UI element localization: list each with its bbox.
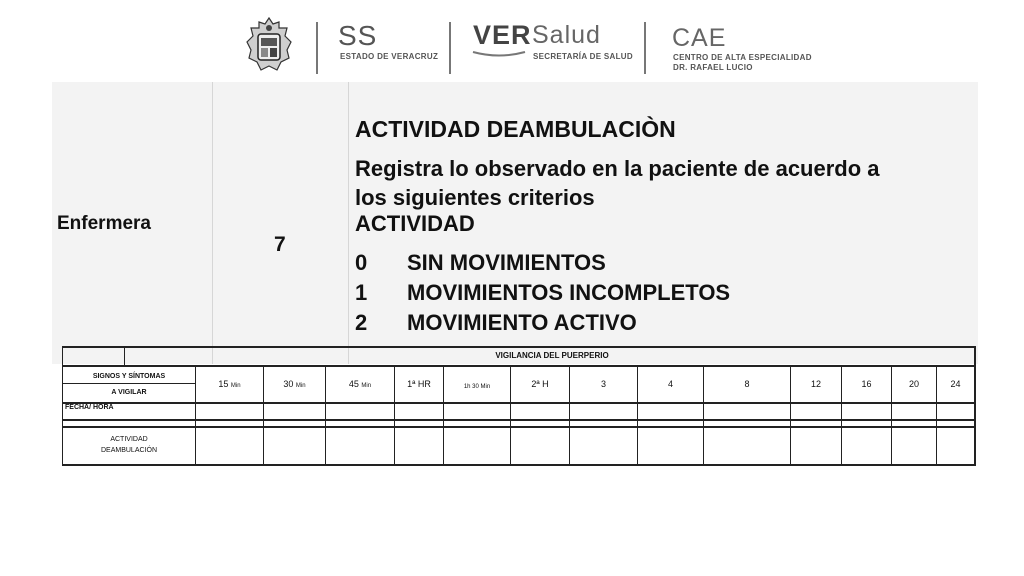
divider [316,22,318,74]
criteria-number: 1 [355,280,368,305]
grid-line [62,346,976,348]
activity-subtitle: ACTIVIDAD [355,211,475,236]
column-label: 8 [744,379,750,389]
criteria-label: MOVIMIENTO ACTIVO [407,310,637,335]
column-label: 30 Min [283,379,306,389]
veracruz-seal-icon [243,16,295,74]
criteria-item [355,250,606,276]
column-label: 24 [950,379,961,389]
row-label: ACTIVIDAD [110,436,148,443]
grid-line [124,346,125,366]
column-label: 45 Min [348,379,372,389]
ver-logo: VER [473,20,532,50]
step-number: 7 [274,233,286,256]
activity-description: Registra lo observado en la paciente de acuerdo a los siguientes criterios [355,156,880,210]
grid-line [62,402,976,404]
row-label: A VIGILAR [111,389,147,396]
criteria-item [355,280,730,306]
column-label: 1h 30 Min [463,384,491,390]
grid-line [62,419,976,421]
column-label: 1ª HR [407,379,431,389]
criteria-label: MOVIMIENTOS INCOMPLETOS [407,280,731,305]
row-label: DEAMBULACIÓN [100,447,157,454]
column-label: 12 [810,379,821,389]
grid-line [62,365,976,367]
divider [644,22,646,74]
grid-title: VIGILANCIA DEL PUERPERIO [495,351,609,360]
criteria-item [355,310,637,336]
row-label: FECHA/ HORA [65,404,114,411]
role-label: Enfermera [57,213,151,234]
divider [449,22,451,74]
cae-line-1: CENTRO DE ALTA ESPECIALIDAD [673,53,812,62]
column-label: 3 [600,379,606,389]
column-label: 4 [667,379,673,389]
criteria-number: 2 [355,310,368,335]
ss-logo: SS [338,20,378,51]
header [0,0,1024,80]
ss-subtitle: ESTADO DE VERACRUZ [340,52,439,61]
grid-line [974,346,976,466]
grid-line [62,464,976,466]
cae-line-2: DR. RAFAEL LUCIO [673,63,753,72]
swoosh-icon [472,50,526,58]
column-label: 15 Min [218,379,241,389]
grid-line [62,383,196,384]
column-divider [348,82,349,364]
grid-line [62,426,976,428]
cae-logo: CAE [672,24,727,52]
criteria-label: SIN MOVIMIENTOS [407,250,606,275]
activity-title: ACTIVIDAD DEAMBULACIÒN [355,116,676,142]
column-divider [212,82,213,364]
criteria-number: 0 [355,250,368,275]
vigilance-grid [62,345,976,467]
salud-logo: Salud [532,21,601,49]
row-label: SIGNOS Y SÍNTOMAS [92,373,166,380]
column-label: 16 [861,379,872,389]
salud-subtitle: SECRETARÍA DE SALUD [533,52,633,61]
grid-line [62,346,63,466]
column-label: 2ª H [531,379,549,389]
column-label: 20 [908,379,919,389]
